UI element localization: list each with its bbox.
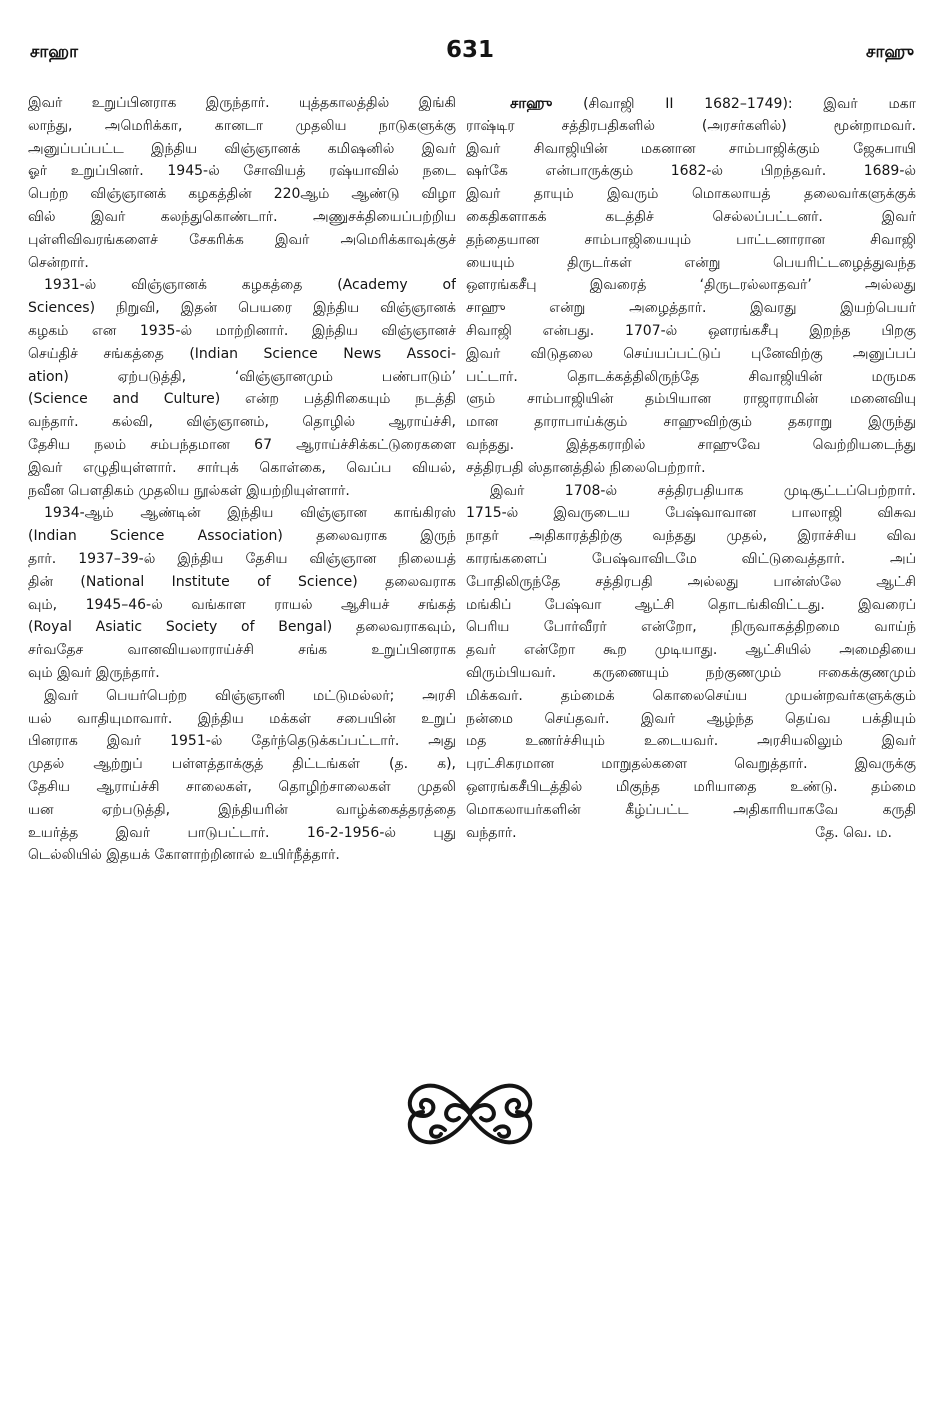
text-line: நன்மை செய்தவர். இவர் ஆழ்ந்த தெய்வ பக்தியும்	[466, 710, 916, 727]
text-line: சத்திரபதி ஸ்தானத்தில் நிலைபெற்றார்.	[466, 459, 706, 476]
text-line: வந்தது. இத்தகராறில் சாஹுவே வெற்றியடைந்து	[466, 436, 916, 453]
text-line: வில் இவர் கலந்துகொண்டார். அணுசக்தியைப்பற்றிய	[28, 208, 456, 225]
text-line: வந்தார்.	[466, 824, 517, 841]
text-line: உயர்த்த இவர் பாடுபட்டார். 16-2-1956-ல் புது	[28, 824, 456, 841]
author-initials: தே. வெ. ம.	[815, 824, 892, 841]
text-line: 1931-ல் விஞ்ஞானக் கழகத்தை (Academy of	[44, 277, 456, 294]
entry-heading-line	[466, 92, 916, 115]
text-line: தேசிய நலம் சம்பந்தமான 67 ஆராய்ச்சிக்கட்டுரைகளை	[28, 436, 456, 453]
right-column	[466, 92, 916, 844]
text-line: கழகம் என 1935-ல் மாற்றினார். இந்திய விஞ்ஞானச்	[28, 322, 456, 339]
text-line: யன ஏற்படுத்தி, இந்தியரின் வாழ்க்கைத்தரத்தை	[28, 801, 456, 818]
text-line: இவர் எழுதியுள்ளார். சார்புக் கொள்கை, வெப்ப வியல்,	[28, 459, 456, 476]
text-line: சிவாஜி என்பது. 1707-ல் ஔரங்கசீபு இறந்த பிறகு	[466, 322, 916, 339]
paragraph	[28, 274, 456, 502]
paragraph	[28, 92, 456, 274]
text-line: நாதர் அதிகாரத்திற்கு வந்தது முதல், இராச்சிய விவ	[466, 528, 916, 545]
text-line: சென்றார்.	[28, 254, 89, 271]
text-line: (Royal Asiatic Society of Bengal) தலைவராகவும்,	[28, 619, 456, 636]
text-line: ஷர்கே என்பாருக்கும் 1682-ல் பிறந்தவர். 1689-ல்	[466, 163, 916, 180]
text-line: யல் வாதியுமாவார். இந்திய மக்கள் சபையின் உறுப்	[28, 710, 456, 727]
paragraph	[466, 480, 916, 845]
right-guide-word: சாஹு	[866, 42, 914, 62]
text-line: புள்ளிவிவரங்களைச் சேகரிக்க இவர் அமெரிக்காவுக்குச்	[28, 231, 456, 248]
text-line: பெற்ற விஞ்ஞானக் கழகத்தின் 220ஆம் ஆண்டு விழா	[28, 186, 456, 203]
paragraph	[466, 92, 916, 480]
text-line: ஔரங்கசீபு இவரைத் ‘திருடரல்லாதவர்’ அல்லது	[466, 277, 916, 294]
text-line: சர்வதேச வானவியலாராய்ச்சி சங்க உறுப்பினராக	[28, 642, 456, 659]
text-line: சாஹு என்று அழைத்தார். இவரது இயற்பெயர்	[466, 300, 916, 317]
left-guide-word: சாஹா	[30, 42, 79, 62]
text-line: ation) ஏற்படுத்தி, ‘விஞ்ஞானமும் பண்பாடும்’	[28, 368, 456, 385]
text-line: இவர் விடுதலை செய்யப்பட்டுப் புனேவிற்கு அனுப்பப்	[466, 345, 916, 362]
text-line: மொகலாயர்களின் கீழ்ப்பட்ட அதிகாரியாகவே கருதி	[466, 801, 916, 818]
text-line: இவர் தாயும் இவரும் மொகலாயத் தலைவர்களுக்குக்	[466, 186, 916, 203]
text-line: லாந்து, அமெரிக்கா, கானடா முதலிய நாடுகளுக்கு	[28, 117, 456, 134]
text-line: Sciences) நிறுவி, இதன் பெயரை இந்திய விஞ்ஞானக்	[28, 300, 456, 317]
text-line: பினராக இவர் 1951-ல் தேர்ந்தெடுக்கப்பட்டார். அது	[28, 733, 456, 750]
text-line: முதல் ஆற்றுப் பள்ளத்தாக்குத் திட்டங்கள் (த. க),	[28, 756, 456, 773]
text-line: பட்டார். தொடக்கத்திலிருந்தே சிவாஜியின் மருமக	[466, 368, 916, 385]
text-line: டெல்லியில் இதயக் கோளாற்றினால் உயிர்நீத்தார்.	[28, 847, 340, 864]
page-number: 631	[445, 37, 494, 63]
entry-title: சாஹு	[510, 94, 553, 112]
text-line: ராஷ்டிர சத்திரபதிகளில் (அரசர்களில்) மூன்றாமவர்.	[466, 117, 916, 134]
text-line: கைதிகளாகக் கடத்திச் செல்லப்பட்டனர். இவர்	[466, 208, 916, 225]
text-line: காரங்களைப் பேஷ்வாவிடமே விட்டுவைத்தார். அப்	[466, 550, 916, 567]
text-line: (Indian Science Association) தலைவராக இருந்	[28, 528, 456, 545]
text-line: 1934-ஆம் ஆண்டின் இந்திய விஞ்ஞான காங்கிரஸ்	[44, 505, 456, 522]
text-line: ஓர் உறுப்பினர். 1945-ல் சோவியத் ரஷ்யாவில் நடை	[28, 163, 456, 180]
left-column	[28, 92, 456, 867]
text-line: வந்தார். கல்வி, விஞ்ஞானம், தொழில் ஆராய்ச்சி,	[28, 414, 456, 431]
text-line: போதிலிருந்தே சத்திரபதி அல்லது பான்ஸ்லே ஆட்சி	[466, 573, 916, 590]
closing-line	[466, 822, 916, 845]
paragraph	[28, 502, 456, 684]
text-line: இவர் 1708-ல் சத்திரபதியாக முடிசூட்டப்பெற்றார்.	[490, 482, 916, 499]
text-line: ளும் சாம்பாஜியின் தம்பியான ராஜாராமின் மனைவியு	[466, 391, 916, 408]
text-line: தேசிய ஆராய்ச்சி சாலைகள், தொழிற்சாலைகள் முதலி	[28, 778, 456, 795]
text-line: தின் (National Institute of Science) தலைவராக	[28, 573, 456, 590]
text-line: மிக்கவர். தம்மைக் கொலைசெய்ய முயன்றவர்களுக்கும்	[466, 687, 916, 704]
floral-scroll-ornament-icon	[393, 1072, 547, 1156]
text-line: மங்கிப் பேஷ்வா ஆட்சி தொடங்கிவிட்டது. இவரைப்	[466, 596, 916, 613]
text-line: 1715-ல் இவருடைய பேஷ்வாவான பாலாஜி விசுவ	[466, 505, 916, 522]
text-line: (Science and Culture) என்ற பத்திரிகையும் நடத்தி	[28, 391, 456, 408]
paragraph	[28, 685, 456, 867]
text-line: (சிவாஜி II 1682–1749): இவர் மகா	[552, 96, 916, 112]
text-line: பெரிய போர்வீரர் என்றோ, நிருவாகத்திறமை வாய்ந்	[466, 619, 916, 636]
text-line: தவர் என்றோ கூற முடியாது. ஆட்சியில் அமைதியை	[466, 642, 916, 659]
text-line: வும் இவர் இருந்தார்.	[28, 664, 160, 681]
text-line: புரட்சிகரமான மாறுதல்களை வெறுத்தார். இவருக்கு	[466, 756, 916, 773]
text-line: ஔரங்கசீபிடத்தில் மிகுந்த மரியாதை உண்டு. தம்மை	[466, 778, 916, 795]
text-line: யையும் திருடர்கள் என்று பெயரிட்டழைத்துவந்த	[466, 254, 916, 271]
text-line: இவர் சிவாஜியின் மகனான சாம்பாஜிக்கும் ஜேசுபாயி	[466, 140, 916, 157]
text-line: வும், 1945–46-ல் வங்காள ராயல் ஆசியச் சங்கத்	[28, 596, 456, 613]
text-line: மான தாராபாய்க்கும் சாஹுவிற்கும் தகராறு இருந்து	[466, 414, 916, 431]
text-line: இவர் பெயர்பெற்ற விஞ்ஞானி மட்டுமல்லர்; அரசி	[44, 687, 456, 704]
text-line: தார். 1937–39-ல் இந்திய தேசிய விஞ்ஞான நிலையத்	[28, 550, 456, 567]
text-line: அனுப்பப்பட்ட இந்திய விஞ்ஞானக் கமிஷனில் இவர்	[28, 140, 456, 157]
text-line: தந்தையான சாம்பாஜியையும் பாட்டனாரான சிவாஜி	[466, 231, 916, 248]
text-line: நவீன பௌதிகம் முதலிய நூல்கள் இயற்றியுள்ளார்.	[28, 482, 350, 499]
text-line: மத உணர்ச்சியும் உடையவர். அரசியலிலும் இவர்	[466, 733, 916, 750]
text-line: செய்திச் சங்கத்தை (Indian Science News Associ-	[28, 345, 456, 362]
text-line: விரும்பியவர். கருணையும் நற்குணமும் ஈகைக்குணமும்	[466, 664, 916, 681]
text-line: இவர் உறுப்பினராக இருந்தார். யுத்தகாலத்தில் இங்கி	[28, 95, 456, 111]
